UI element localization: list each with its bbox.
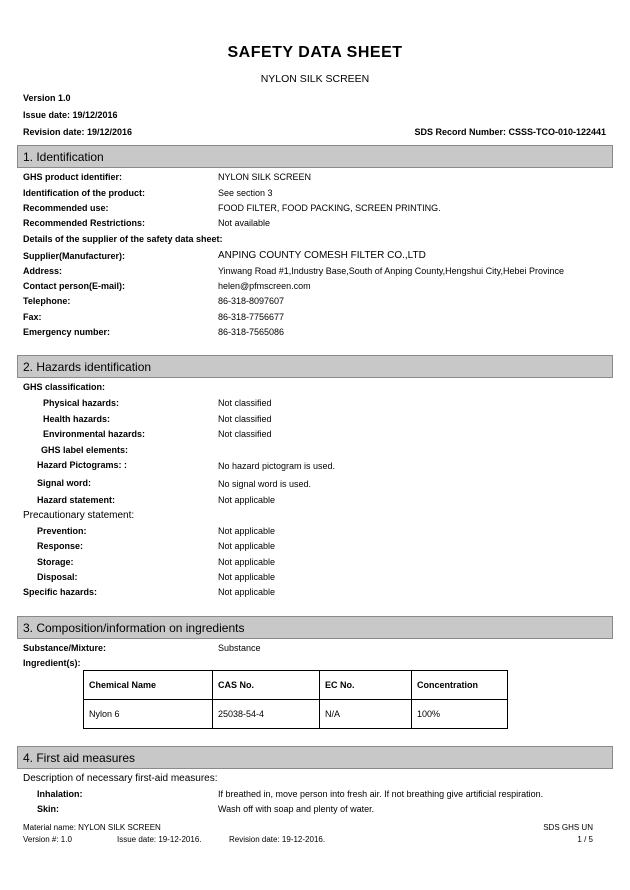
field-label: Hazard Pictograms: : bbox=[37, 460, 128, 470]
field-value: Not available bbox=[218, 218, 271, 228]
table-header-cell: EC No. bbox=[320, 671, 412, 700]
ingredients-table bbox=[83, 670, 508, 729]
field-label: GHS product identifier: bbox=[23, 172, 122, 182]
footer-page-number: 1 / 5 bbox=[577, 835, 593, 844]
document-title: SAFETY DATA SHEET bbox=[227, 44, 403, 61]
footer-material-name: Material name: NYLON SILK SCREEN bbox=[23, 823, 161, 832]
field-value: Yinwang Road #1,Industry Base,South of Anping County,Hengshui City,Hebei Province bbox=[218, 266, 565, 276]
field-label: Inhalation: bbox=[37, 789, 83, 799]
section-1-heading: 1. Identification bbox=[17, 145, 613, 168]
field-label: Recommended Restrictions: bbox=[23, 218, 146, 228]
field-label: Recommended use: bbox=[23, 203, 109, 213]
field-value: Not classified bbox=[218, 398, 272, 408]
field-value: Not applicable bbox=[218, 541, 276, 551]
table-header-cell: CAS No. bbox=[213, 671, 320, 700]
field-label: Specific hazards: bbox=[23, 587, 98, 597]
field-label: Prevention: bbox=[37, 526, 87, 536]
field-label: Emergency number: bbox=[23, 327, 111, 337]
section-4-heading: 4. First aid measures bbox=[17, 746, 613, 769]
footer-revision-date: Revision date: 19-12-2016. bbox=[229, 835, 326, 844]
footer-issue-date: Issue date: 19-12-2016. bbox=[117, 835, 202, 844]
field-value: Not applicable bbox=[218, 495, 276, 505]
table-header-row bbox=[84, 671, 508, 700]
section-3-heading: 3. Composition/information on ingredients bbox=[17, 616, 613, 639]
first-aid-description: Description of necessary first-aid measures: bbox=[23, 773, 218, 784]
ghs-classification-label: GHS classification: bbox=[23, 382, 106, 392]
field-label: Physical hazards: bbox=[43, 398, 120, 408]
field-value: If breathed in, move person into fresh air. If not breathing give artificial respiration. bbox=[218, 789, 544, 799]
footer-version: Version #: 1.0 bbox=[23, 835, 72, 844]
precautionary-heading: Precautionary statement: bbox=[23, 510, 135, 521]
field-label: Address: bbox=[23, 266, 63, 276]
table-cell: Nylon 6 bbox=[84, 700, 213, 729]
field-value: Not applicable bbox=[218, 526, 276, 536]
field-value: Not classified bbox=[218, 429, 272, 439]
table-row bbox=[84, 700, 508, 729]
field-label: Skin: bbox=[37, 804, 60, 814]
revision-date: Revision date: 19/12/2016 bbox=[23, 127, 133, 137]
field-label: Identification of the product: bbox=[23, 188, 145, 198]
field-label: Response: bbox=[37, 541, 84, 551]
field-value: No signal word is used. bbox=[218, 479, 312, 489]
field-label: Substance/Mixture: bbox=[23, 643, 107, 653]
field-label: Contact person(E-mail): bbox=[23, 281, 126, 291]
footer-sds-code: SDS GHS UN bbox=[543, 823, 593, 832]
issue-date: Issue date: 19/12/2016 bbox=[23, 110, 118, 120]
field-value: NYLON SILK SCREEN bbox=[218, 172, 312, 182]
version-label: Version 1.0 bbox=[23, 93, 71, 103]
product-subtitle: NYLON SILK SCREEN bbox=[260, 73, 370, 85]
supplier-heading: Details of the supplier of the safety data sheet: bbox=[23, 234, 223, 244]
field-value: 86-318-8097607 bbox=[218, 296, 285, 306]
field-value: ANPING COUNTY COMESH FILTER CO.,LTD bbox=[218, 250, 426, 261]
field-value: Substance bbox=[218, 643, 261, 653]
table-cell: N/A bbox=[320, 700, 412, 729]
table-header-cell: Concentration bbox=[412, 671, 508, 700]
field-value: FOOD FILTER, FOOD PACKING, SCREEN PRINTING. bbox=[218, 203, 441, 213]
ingredients-label: Ingredient(s): bbox=[23, 658, 81, 668]
field-value: Not applicable bbox=[218, 572, 276, 582]
field-value: See section 3 bbox=[218, 188, 273, 198]
field-label: Storage: bbox=[37, 557, 74, 567]
field-value: helen@pfmscreen.com bbox=[218, 281, 311, 291]
field-value: Not applicable bbox=[218, 587, 276, 597]
field-label: Fax: bbox=[23, 312, 42, 322]
field-value: Not classified bbox=[218, 414, 272, 424]
field-value: 86-318-7756677 bbox=[218, 312, 285, 322]
field-value: No hazard pictogram is used. bbox=[218, 461, 336, 471]
field-label: Health hazards: bbox=[43, 414, 111, 424]
field-value: Not applicable bbox=[218, 557, 276, 567]
sds-record-number: SDS Record Number: CSSS-TCO-010-122441 bbox=[414, 127, 606, 137]
field-value: Wash off with soap and plenty of water. bbox=[218, 804, 375, 814]
field-label: Telephone: bbox=[23, 296, 71, 306]
field-label: Disposal: bbox=[37, 572, 78, 582]
field-label: Environmental hazards: bbox=[43, 429, 146, 439]
field-label: Hazard statement: bbox=[37, 495, 116, 505]
table-cell: 100% bbox=[412, 700, 508, 729]
field-value: 86-318-7565086 bbox=[218, 327, 285, 337]
table-cell: 25038-54-4 bbox=[213, 700, 320, 729]
field-label: Supplier(Manufacturer): bbox=[23, 251, 126, 261]
section-2-heading: 2. Hazards identification bbox=[17, 355, 613, 378]
table-header-cell: Chemical Name bbox=[84, 671, 213, 700]
ghs-label-elements: GHS label elements: bbox=[41, 445, 129, 455]
field-label: Signal word: bbox=[37, 478, 91, 488]
